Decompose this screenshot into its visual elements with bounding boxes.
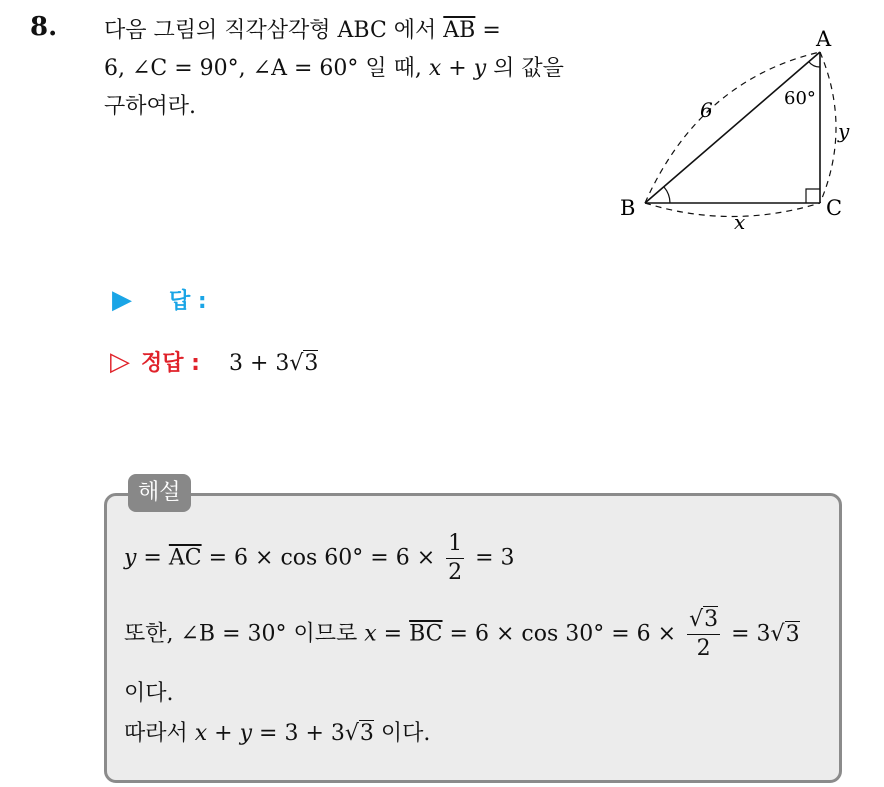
- triangle-figure: [600, 20, 870, 235]
- expl-l4-expr: x + y: [194, 721, 253, 746]
- right-angle-mark: [806, 189, 820, 203]
- fraction-denominator: 2: [696, 636, 711, 661]
- expl-l1-mid: = 6 × cos 60° = 6 ×: [208, 545, 436, 571]
- outline-arrow-icon: ▷: [110, 347, 130, 377]
- expl-l4-mid: = 3 + 3: [259, 721, 345, 746]
- side-ac-label: y: [838, 119, 850, 143]
- question-line-3: 구하여라.: [104, 94, 197, 119]
- question-expr: x + y: [428, 56, 487, 81]
- question-line-2-text: 6, ∠C = 90°, ∠A = 60° 일 때,: [104, 56, 422, 81]
- segment-bc: $\overline{BC}$: [409, 621, 443, 647]
- side-ab-line: [645, 52, 820, 203]
- question-text: [104, 12, 594, 126]
- expl-l2-x: x =: [364, 621, 403, 647]
- correct-answer-row: [110, 346, 318, 377]
- vertex-b-label: B: [620, 196, 636, 220]
- vertex-c-label: C: [826, 196, 843, 220]
- sqrt-radicand: 3: [304, 351, 319, 376]
- expl-l2-mid: = 6 × cos 30° = 6 ×: [449, 621, 677, 647]
- sqrt-radicand: 3: [785, 621, 800, 647]
- answer-label: 답 :: [169, 289, 207, 314]
- explanation-line-1: [124, 530, 515, 587]
- expl-l1-end: = 3: [475, 545, 515, 571]
- side-bc-label: x: [734, 210, 746, 234]
- sqrt-expression: √3: [344, 721, 374, 746]
- vertex-a-label: A: [816, 27, 832, 51]
- expl-l1-start: y =: [124, 545, 162, 571]
- explanation-line-2: [124, 606, 800, 663]
- question-line-2-end: 의 값을: [493, 56, 564, 81]
- fraction-one-half: [446, 530, 464, 587]
- expl-l4-end: 이다.: [380, 721, 431, 746]
- sqrt-radicand: 3: [704, 607, 719, 632]
- question-line-1-text: 다음 그림의 직각삼각형 ABC 에서: [104, 18, 437, 43]
- equals-sign: =: [482, 18, 501, 43]
- correct-answer-label: 정답 :: [141, 351, 200, 376]
- segment-ab: $\overline{AB}$: [443, 18, 476, 43]
- play-arrow-icon: ▶: [112, 285, 132, 315]
- brace-bc: [645, 203, 820, 217]
- expl-l2-start: 또한, ∠B = 30° 이므로: [124, 621, 358, 647]
- angle-a-arc: [809, 62, 820, 67]
- correct-answer-prefix: 3 + 3: [228, 351, 290, 376]
- segment-ac: $\overline{AC}$: [168, 545, 202, 571]
- fraction-numerator: 1: [446, 530, 464, 559]
- side-ab-label: 6: [700, 98, 713, 122]
- expl-l2-end: = 3: [731, 621, 771, 647]
- correct-answer-value: [229, 351, 318, 376]
- angle-a-label: 60°: [784, 88, 816, 109]
- fraction-root3-half: [687, 606, 720, 663]
- answer-row: [112, 284, 207, 315]
- question-number: 8.: [30, 12, 58, 42]
- question-line-2: [104, 50, 594, 88]
- explanation-tag: 해설: [128, 474, 191, 512]
- sqrt-radicand: 3: [359, 721, 374, 746]
- sqrt-expression: √3: [770, 621, 800, 647]
- sqrt-expression: √3: [289, 351, 319, 376]
- fraction-numerator: √3: [687, 606, 720, 635]
- explanation-line-4: [124, 716, 430, 747]
- angle-b-arc: [664, 187, 670, 203]
- expl-l4-start: 따라서: [124, 721, 188, 746]
- brace-ac: [820, 52, 836, 203]
- question-line-1: [104, 12, 594, 50]
- fraction-denominator: 2: [448, 560, 463, 585]
- explanation-line-3: 이다.: [124, 681, 174, 706]
